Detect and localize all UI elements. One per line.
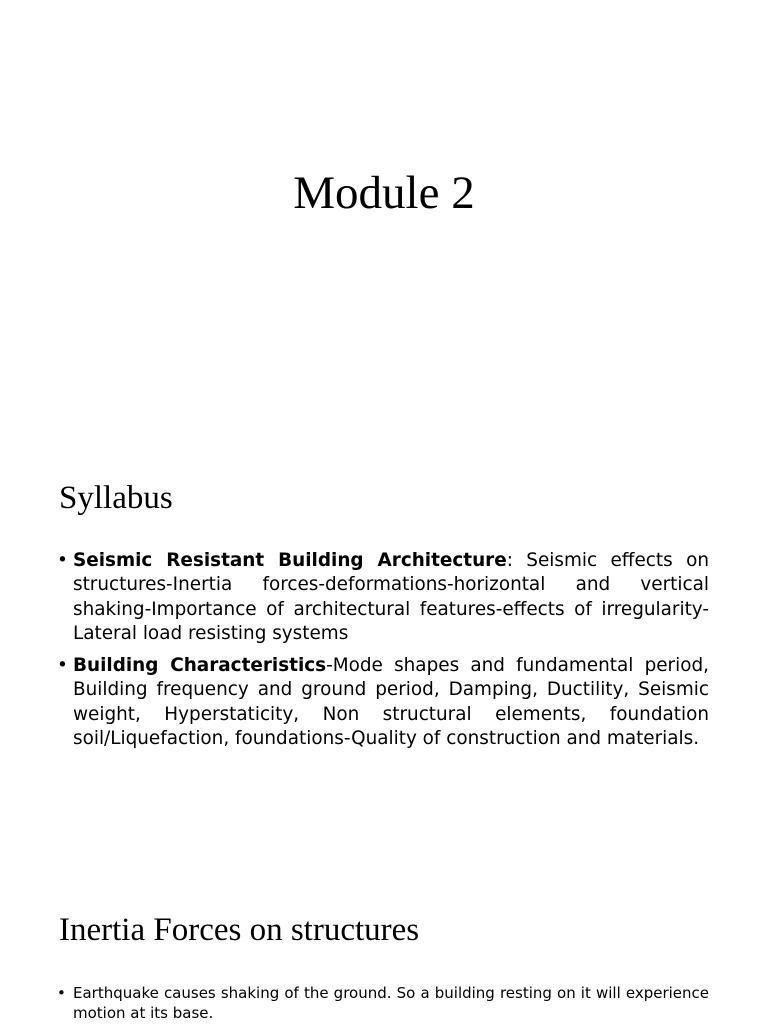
bullet-icon: • [57,550,68,571]
list-item [57,654,709,751]
slide-module-title [0,0,768,432]
list-item [57,983,709,1023]
slide-inertia-forces [0,864,768,1024]
inertia-heading: Inertia Forces on structures [59,912,420,948]
item-text: -Mode shapes and fundamental period, Building frequency and ground period, Damping, Ductility, Seismic weight, Hyperstaticity, Non structural elements, foundation soil/Liquefaction, foundations-Quality of construction and materials. [73,655,709,750]
syllabus-heading: Syllabus [59,480,173,516]
item-lead: Building Characteristics [73,655,327,677]
bullet-icon: • [57,984,66,1002]
slide-syllabus [0,432,768,864]
list-item [57,549,709,646]
syllabus-list [57,549,709,759]
item-lead: Seismic Resistant Building Architecture [73,550,507,571]
item-text: Earthquake causes shaking of the ground. So a building resting on it will experience motion at its base. [73,984,709,1022]
item-text: : Seismic effects on structures-Inertia forces-deformations-horizontal and vertical shaking-Importance of architectural features-effects of irregularity-Lateral load resisting systems [73,550,709,644]
module-title: Module 2 [293,167,475,219]
bullet-icon: • [57,655,68,677]
